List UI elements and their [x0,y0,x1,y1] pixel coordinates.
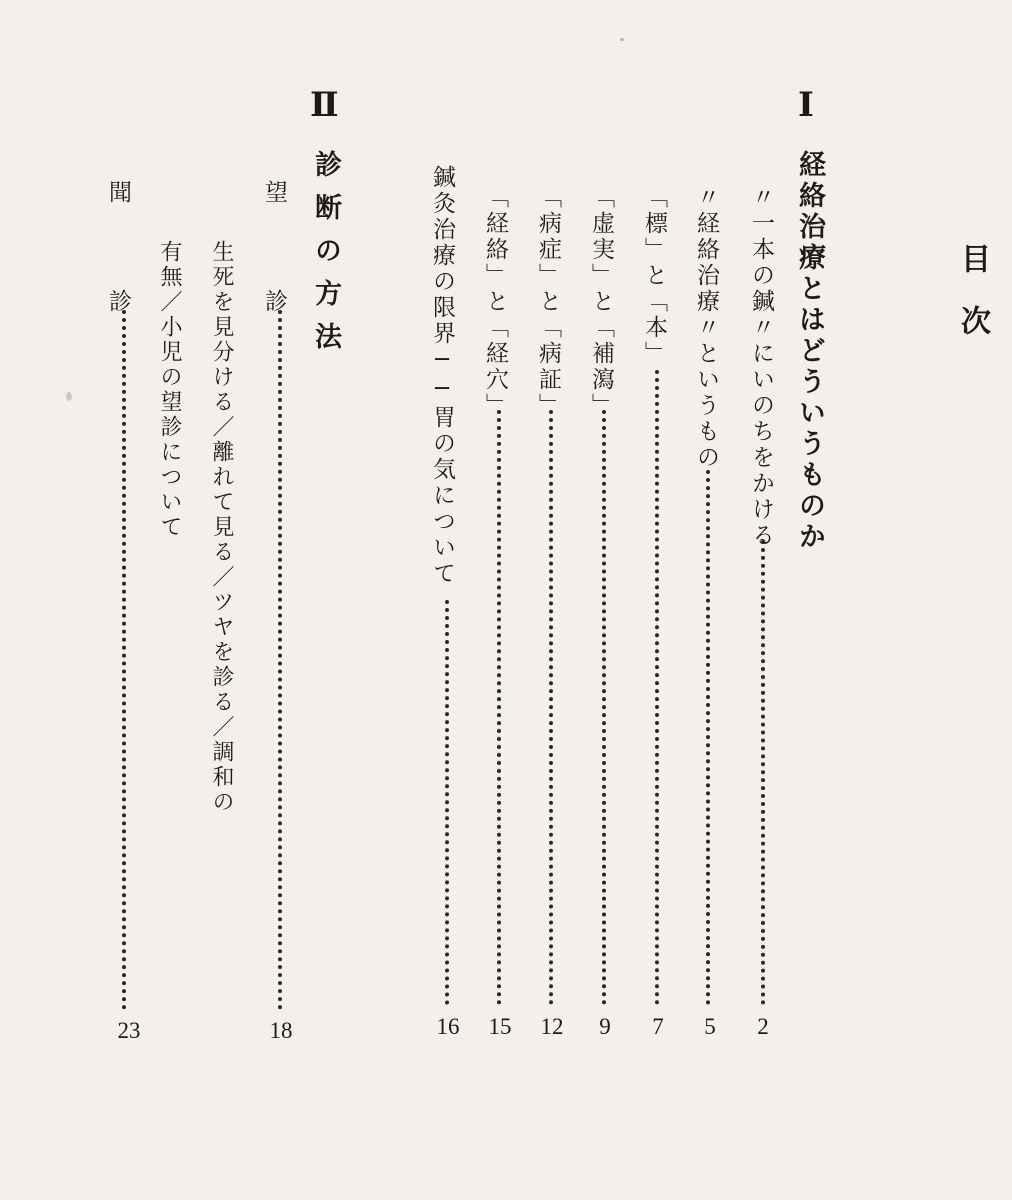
entry-5-page: 12 [540,1014,564,1039]
entry-9-page: 23 [117,1018,141,1043]
part-1-title: 経絡治療とはどういうものか [794,150,825,553]
entry-1-text: 〃一本の鍼〃にいのちをかける [748,185,774,549]
entry-2-page: 5 [704,1014,716,1039]
entry-1-leader [761,540,765,1005]
entry-6-text: 「経絡」と「経穴」 [482,185,508,419]
entry-6-leader [497,410,501,1005]
entry-2-text: 〃経絡治療〃というもの [693,185,719,471]
entry-3-leader [655,370,659,1005]
entry-2-leader [706,470,710,1005]
entry-9-leader [122,310,126,1010]
paper-speck [620,38,624,41]
entry-3-page: 7 [652,1014,664,1039]
entry-4-page: 9 [599,1014,611,1039]
toc-title: 目次 [955,243,990,367]
entry-5-text: 「病症」と「病証」 [535,185,561,419]
entry-6-page: 15 [488,1014,512,1039]
part-2-number: Ⅱ [310,85,339,125]
part-1-number: Ⅰ [798,85,814,125]
entry-5-leader [549,410,553,1005]
entry-8-leader [278,310,282,1010]
entry-8-text: 望 診 [261,180,287,342]
entry-1-page: 2 [757,1014,769,1039]
entry-9-text: 聞 診 [105,180,131,342]
part-2-title: 診断の方法 [310,150,341,365]
entry-4-text: 「虚実」と「補瀉」 [588,185,614,419]
entry-7-leader [445,600,449,1005]
entry-4-leader [602,410,606,1005]
entry-7-text: 鍼灸治療の限界──胃の気について [429,165,455,587]
entry-8-subtopics-line-1: 生死を見分ける／離れて見る／ツヤを診る／調和の [209,240,234,815]
entry-8-page: 18 [269,1018,293,1043]
entry-3-text: 「標」と「本」 [641,185,667,367]
bleed-through-text [850,170,881,270]
entry-7-page: 16 [436,1014,460,1039]
paper-speck [66,392,72,401]
entry-8-subtopics-line-2: 有無／小児の望診について [157,240,182,540]
